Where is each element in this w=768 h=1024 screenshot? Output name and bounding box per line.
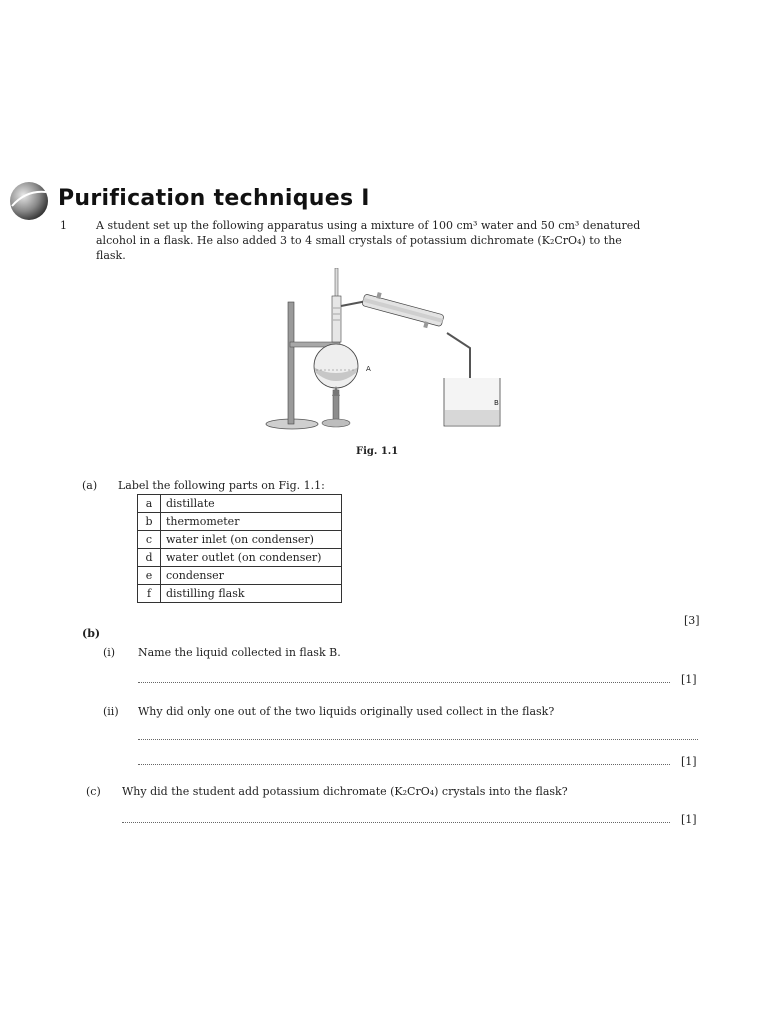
row-part-name: distilling flask (161, 585, 342, 603)
question-number: 1 (60, 219, 67, 232)
row-part-name: water outlet (on condenser) (161, 549, 342, 567)
part-b-ii-question: Why did only one out of the two liquids originally used collect in the flask? (138, 705, 555, 718)
part-c-marks: [1] (681, 813, 697, 826)
part-b-i-question: Name the liquid collected in flask B. (138, 646, 341, 659)
burner-base (322, 419, 350, 427)
intro-line: A student set up the following apparatus using a mixture of 100 cm³ water and 50 cm³ denatured (96, 219, 641, 232)
stand-rod (288, 302, 294, 424)
intro-line: alcohol in a flask. He also added 3 to 4 small crystals of potassium dichromate (K₂CrO₄) to the (96, 234, 622, 247)
intro-line: flask. (96, 249, 126, 262)
figure-caption: Fig. 1.1 (356, 446, 399, 457)
labels-table-row (138, 495, 342, 513)
labels-table (137, 494, 342, 603)
labels-table-row (138, 567, 342, 585)
label-B: B (494, 399, 499, 407)
page-title: Purification techniques I (58, 186, 370, 211)
answer-line[interactable] (122, 821, 670, 823)
row-key: b (138, 513, 161, 531)
row-key: d (138, 549, 161, 567)
row-key: a (138, 495, 161, 513)
part-a-prompt: Label the following parts on Fig. 1.1: (118, 479, 325, 492)
row-key: e (138, 567, 161, 585)
row-key: f (138, 585, 161, 603)
still-head (332, 296, 341, 342)
answer-line[interactable] (138, 681, 670, 683)
row-part-name: thermometer (161, 513, 342, 531)
part-c-label: (c) (86, 785, 101, 798)
row-key: c (138, 531, 161, 549)
labels-table-row (138, 513, 342, 531)
row-part-name: distillate (161, 495, 342, 513)
part-b-label: (b) (82, 627, 101, 640)
labels-table-row (138, 549, 342, 567)
condenser (361, 289, 446, 331)
part-b-ii-label: (ii) (103, 705, 119, 718)
part-a-marks: [3] (684, 614, 700, 627)
part-b-i-marks: [1] (681, 673, 697, 686)
answer-line[interactable] (138, 738, 698, 740)
part-a-label: (a) (82, 479, 98, 492)
distilling-flask (314, 344, 358, 388)
part-b-i-label: (i) (103, 646, 116, 659)
part-b-ii-marks: [1] (681, 755, 697, 768)
distillation-apparatus-figure (262, 268, 512, 433)
section-logo-icon (8, 180, 50, 222)
label-A: A (366, 365, 371, 373)
answer-line[interactable] (138, 763, 670, 765)
labels-table-row (138, 531, 342, 549)
row-part-name: condenser (161, 567, 342, 585)
labels-table-row (138, 585, 342, 603)
question-intro (96, 218, 708, 263)
part-c-question: Why did the student add potassium dichromate (K₂CrO₄) crystals into the flask? (122, 785, 568, 798)
row-part-name: water inlet (on condenser) (161, 531, 342, 549)
